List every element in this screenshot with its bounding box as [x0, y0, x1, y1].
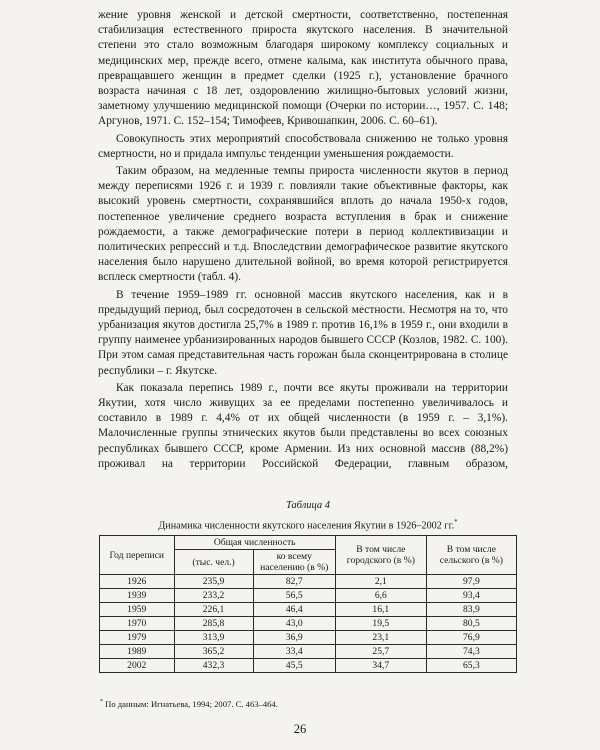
- population-table: [99, 535, 517, 673]
- table-cell: 65,3: [426, 659, 516, 673]
- header-year: Год переписи: [100, 536, 175, 575]
- table-cell: 34,7: [335, 659, 426, 673]
- table-row: [100, 659, 517, 673]
- table-cell: 1926: [100, 575, 175, 589]
- table-cell: 1939: [100, 589, 175, 603]
- table-cell: 19,5: [335, 617, 426, 631]
- table-cell: 25,7: [335, 645, 426, 659]
- header-total-group: Общая численность: [174, 536, 335, 550]
- table-cell: 2,1: [335, 575, 426, 589]
- table-title-mark: *: [454, 518, 458, 526]
- table-cell: 226,1: [174, 603, 253, 617]
- table-body: [100, 575, 517, 673]
- table-cell: 97,9: [426, 575, 516, 589]
- table-cell: 43,0: [253, 617, 335, 631]
- table-cell: 233,2: [174, 589, 253, 603]
- table-row: [100, 575, 517, 589]
- table-row: [100, 631, 517, 645]
- table-cell: 313,9: [174, 631, 253, 645]
- table-row: [100, 603, 517, 617]
- table-cell: 74,3: [426, 645, 516, 659]
- table-cell: 1970: [100, 617, 175, 631]
- table-cell: 80,5: [426, 617, 516, 631]
- table-cell: 82,7: [253, 575, 335, 589]
- table-cell: 6,6: [335, 589, 426, 603]
- table-title-text: Динамика численности якутского населения Якутии в 1926–2002 гг.: [158, 520, 455, 532]
- table-cell: 23,1: [335, 631, 426, 645]
- paragraph-1: жение уровня женской и детской смертности, соответственно, постепенная стабилизация естественного прироста якутского населения. В значительной степени это стало возможным благодаря широкому комплексу социальных и медицинских мер, прежде всего, отмене калыма, как института обычного права, превращавшего женщин в предмет сделки (1925 г.), установление брачного возраста начиная с 18 лет, оздоровлению жилищно-бытовых условий жизни, заметному улучшению медицинской помощи (Очерки по истории…, 1957. С. 148; Аргунов, 1971. С. 152–154; Тимофеев, Кривошапкин, 2006. С. 60–61).: [98, 9, 508, 128]
- table-cell: 1979: [100, 631, 175, 645]
- paragraph-5: Как показала перепись 1989 г., почти все якуты проживали на территории Якутии, хотя число живущих за ее пределами постепенно увеличивалось и составило в 1989 г. 4,4% от их общей численности (в 1959 г. – 3,1%). Малочисленные группы этнических якутов были представлены во всех союзных республиках бывшего СССР, кроме Армении. Из них основной массив (88,2%) проживал на территории Российской Федерации, главным образом,: [98, 381, 508, 470]
- table-cell: 235,9: [174, 575, 253, 589]
- table-cell: 1959: [100, 603, 175, 617]
- table-row: [100, 645, 517, 659]
- table-row: [100, 589, 517, 603]
- footnote-mark: *: [100, 699, 103, 706]
- table-caption: Таблица 4: [285, 500, 331, 511]
- header-thousands: (тыс. чел.): [174, 550, 253, 575]
- header-urban: В том числе городского (в %): [335, 536, 426, 575]
- table-cell: 56,5: [253, 589, 335, 603]
- table-cell: 365,2: [174, 645, 253, 659]
- table-row: [100, 617, 517, 631]
- header-rural: В том числе сельского (в %): [426, 536, 516, 575]
- header-share: ко всему населению (в %): [253, 550, 335, 575]
- paragraph-4: В течение 1959–1989 гг. основной массив якутского населения, как и в предыдущий период, был сосредоточен в сельской местности. Несмотря на то, что урбанизация якутов достигла 25,7% в 1989 г. против 16,1% в 1959 г., они входили в группу наименее урбанизированных народов бывшего СССР (Козлов, 1982. С. 100). При этом самая представительная часть горожан была сконцентрирована в столице республики – г. Якутске.: [98, 288, 508, 377]
- table-cell: 1989: [100, 645, 175, 659]
- table-cell: 2002: [100, 659, 175, 673]
- table-footnote: [100, 696, 518, 709]
- table-cell: 16,1: [335, 603, 426, 617]
- table-cell: 76,9: [426, 631, 516, 645]
- page-body: [98, 8, 508, 474]
- paragraph-2: Совокупность этих мероприятий способствовала снижению не только уровня смертности, но и придала импульс тенденции уменьшения рождаемости.: [98, 132, 508, 160]
- table-cell: 46,4: [253, 603, 335, 617]
- footnote-text: По данным: Игнатьева, 1994; 2007. С. 463–464.: [105, 699, 278, 709]
- table-cell: 93,4: [426, 589, 516, 603]
- table-cell: 45,5: [253, 659, 335, 673]
- paragraph-3: Таким образом, на медленные темпы прироста численности якутов в период между переписями 1926 г. и 1939 г. повлияли такие объективные факторы, как высокий уровень смертности, сохранявшийся вплоть до начала 1950-х годов, постепенное увеличение среднего возраста вступления в брак и снижение рождаемости, а также демографические потери в период коллективизации и политических репрессий и т.д. Впоследствии демографическое развитие якутского населения было нарушено длительной войной, во время которой регистрируется всплеск смертности (табл. 4).: [98, 165, 508, 284]
- table-cell: 285,8: [174, 617, 253, 631]
- table-cell: 83,9: [426, 603, 516, 617]
- table-cell: 432,3: [174, 659, 253, 673]
- table-cell: 36,9: [253, 631, 335, 645]
- table-cell: 33,4: [253, 645, 335, 659]
- table-title: [98, 518, 518, 531]
- page-number: 26: [293, 722, 307, 736]
